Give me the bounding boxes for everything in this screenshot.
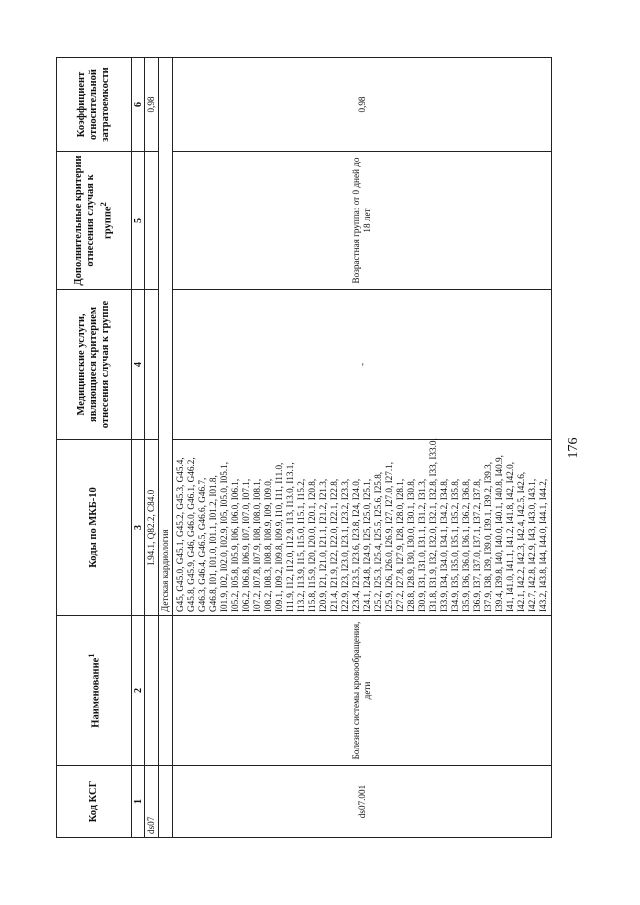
group-row (145, 58, 159, 838)
mkb-line: I30.9, I31, I31.0, I31.1, I31.2, I31.3, (417, 478, 427, 612)
header-mkb: Коды по МКБ-10 (57, 440, 132, 616)
header-row (57, 58, 132, 838)
mkb-line: G45, G45.0, G45.1, G45.2, G45.3, G45.4, (175, 457, 185, 612)
column-number: 4 (132, 290, 145, 440)
mkb-line: I34.9, I35, I35.0, I35.1, I35.2, I35.8, (450, 478, 460, 612)
header-criteria: Дополнительные критерии отнесения случая к группе$^2$ (57, 152, 132, 290)
mkb-line: I37.9, I38, I39, I39.0, I39.1, I39.2, I39.3, (483, 461, 493, 612)
mkb-line: I25.2, I25.3, I25.4, I25.5, I25.6, I25.8, (373, 471, 383, 612)
ksg-code: ds07.001 (173, 766, 552, 838)
header-coefficient: Коэффициент относительной затратоемкости (57, 58, 132, 152)
rotated-page (56, 58, 596, 838)
mkb-line: I35.9, I36, I36.0, I36.1, I36.2, I36.8, (461, 478, 471, 612)
profile-label: Детская кардиология (159, 58, 173, 616)
mkb-codes (173, 440, 552, 616)
mkb-line: I13.2, I13.9, I15, I15.0, I15.1, I15.2, (296, 478, 306, 612)
column-number: 1 (132, 766, 145, 838)
mkb-line: I28.8, I28.9, I30, I30.0, I30.1, I30.8, (406, 478, 416, 612)
mkb-line: G46.8, I01, I01.0, I01.1, I01.2, I01.8, (208, 475, 218, 612)
mkb-line: I36.9, I37, I37.0, I37.1, I37.2, I37.8, (472, 478, 482, 612)
mkb-line: I41, I41.0, I41.1, I41.2, I41.8, I42, I42.0, (505, 461, 515, 612)
column-number: 6 (132, 58, 145, 152)
mkb-line: I27.2, I27.8, I27.9, I28, I28.0, I28.1, (395, 478, 405, 612)
mkb-line: I42.7, I42.8, I42.9, I43, I43.0, I43.1, (527, 478, 537, 612)
column-number-row (132, 58, 145, 838)
header-name: Наименование$^1$ (57, 616, 132, 766)
mkb-line: I06.2, I06.8, I06.9, I07, I07.0, I07.1, (241, 478, 251, 612)
coefficient-value: 0,98 (173, 58, 552, 152)
group-services (145, 290, 159, 440)
header-services: Медицинские услуги, являющиеся критерием отнесения случая к группе (57, 290, 132, 440)
column-number: 5 (132, 152, 145, 290)
mkb-line: I39.4, I39.8, I40, I40.0, I40.1, I40.8, I40.9, (494, 455, 504, 612)
mkb-line: I23.4, I23.5, I23.6, I23.8, I24, I24.0, (351, 478, 361, 612)
profile-row (159, 58, 173, 838)
mkb-line: I33.9, I34, I34.0, I34.1, I34.2, I34.8, (439, 478, 449, 612)
mkb-line: I15.8, I15.9, I20, I20.0, I20.1, I20.8, (307, 478, 317, 612)
mkb-line: I08.2, I08.3, I08.8, I08.9, I09, I09.0, (263, 478, 273, 612)
group-coefficient: 0,98 (145, 58, 159, 152)
mkb-line: I01.9, I02, I02.0, I02.9, I05, I05.0, I05.1, (219, 461, 229, 612)
mkb-line: I42.1, I42.2, I42.3, I42.4, I42.5, I42.6, (516, 471, 526, 612)
column-number: 2 (132, 616, 145, 766)
group-mkb: I.94.1, Q82.2, C84.0 (145, 440, 159, 616)
mkb-line: I24.1, I24.8, I24.9, I25, I25.0, I25.1, (362, 478, 372, 612)
mkb-line: I11.9, I12, I12.0, I12.9, I13, I13.0, I13.1, (285, 462, 295, 612)
services-value: - (173, 290, 552, 440)
mkb-line: I20.9, I21, I21.0, I21.1, I21.2, I21.3, (318, 478, 328, 612)
group-name (145, 616, 159, 766)
mkb-line: I21.4, I21.9, I22, I22.0, I22.1, I22.8, (329, 478, 339, 612)
header-code: Код КСГ (57, 766, 132, 838)
column-number: 3 (132, 440, 145, 616)
ksg-table (56, 57, 552, 838)
criteria-value: Возрастная группа: от 0 дней до 18 лет (173, 152, 552, 290)
group-criteria (145, 152, 159, 290)
mkb-line: I09.1, I09.2, I09.8, I09.9, I10, I11, I11.0, (274, 462, 284, 612)
mkb-line: I25.9, I26, I26.0, I26.9, I27, I27.0, I27.1, (384, 461, 394, 612)
mkb-line: I05.2, I05.8, I05.9, I06, I06.0, I06.1, (230, 478, 240, 612)
group-code: ds07 (145, 766, 159, 838)
profile-spacer (159, 766, 173, 838)
ksg-name: Болезни системы кровообращения, дети (173, 616, 552, 766)
mkb-line: G46.3, G46.4, G46.5, G46.6, G46.7, (197, 477, 207, 612)
mkb-line: I22.9, I23, I23.0, I23.1, I23.2, I23.3, (340, 478, 350, 612)
mkb-line: I31.8, I31.9, I32, I32.0, I32.1, I32.8, I33, I33.0, (428, 438, 438, 612)
page-number: 176 (566, 437, 581, 459)
main-row (173, 58, 552, 838)
mkb-line: G45.8, G45.9, G46, G46.0, G46.1, G46.2, (186, 457, 196, 612)
mkb-line: I07.2, I07.8, I07.9, I08, I08.0, I08.1, (252, 478, 262, 612)
mkb-line: I43.2, I43.8, I44, I44.0, I44.1, I44.2, (538, 478, 548, 612)
profile-spacer (159, 616, 173, 766)
